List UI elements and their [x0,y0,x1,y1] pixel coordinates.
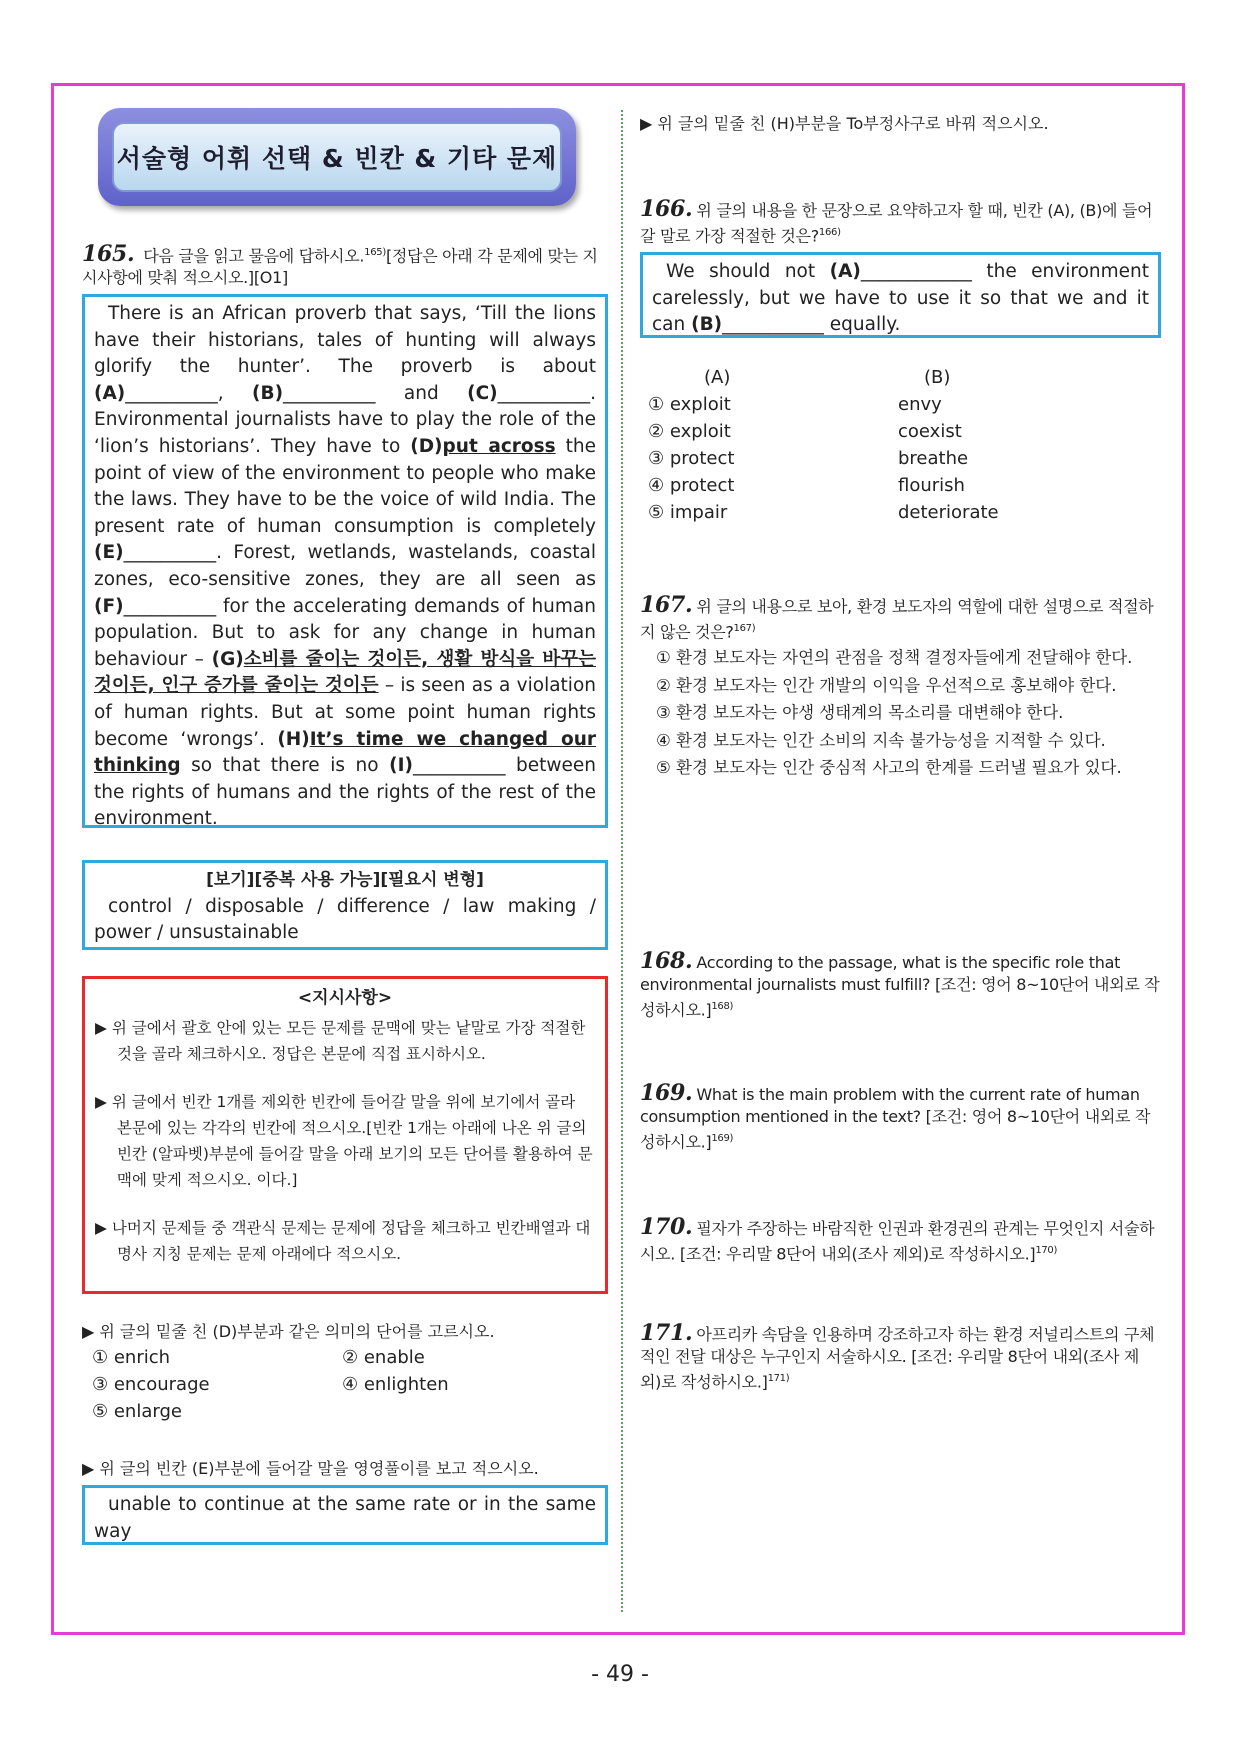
passage-text: – is seen as a violation of human rights. But at some point human rights become ‘wrongs’. [94,675,596,750]
instruction-item: ▶ 나머지 문제들 중 객관식 문제는 문제에 정답을 체크하고 빈칸배열과 대명사 지칭 문제는 문제 아래에다 적으시오. [95,1219,591,1263]
q170-number: 170. [640,1214,693,1240]
q169-number: 169. [640,1080,693,1106]
option-number: ② [648,421,665,442]
passage-comma: , [217,382,253,404]
underline-g-label: (G) [211,648,244,670]
option-encourage[interactable]: ③ encourage [92,1374,210,1395]
q168-text: According to the passage, what is the specific role that environmental journalists must fulfill? [조건: 영어 8~10단어 내외로 작성하시오.] [640,953,1160,1020]
sub-question-h-text: ▶ 위 글의 밑줄 친 (H)부분을 To부정사구로 바꿔 적으시오. [640,114,1049,133]
option-enlarge[interactable]: ⑤ enlarge [92,1401,182,1422]
sub-question-d [82,1320,608,1425]
passage-and: and [375,382,468,404]
option-a-value: protect [669,475,735,496]
summary-text: the environment carelessly, but we have to use it so that we and it can [652,261,1149,336]
q167-options [640,644,1160,782]
sub-question-d-text: ▶ 위 글의 밑줄 친 (D)부분과 같은 의미의 단어를 고르시오. [82,1322,495,1341]
sub-question-e-text: ▶ 위 글의 빈칸 (E)부분에 들어갈 말을 영영풀이를 보고 적으시오. [82,1459,539,1478]
q165-text: 다음 글을 읽고 물음에 답하시오. [143,246,365,266]
options-head-a: (A) [704,367,731,388]
q166-option-4[interactable] [640,472,1160,499]
q167-option-3[interactable]: ③ 환경 보도자는 야생 생태계의 목소리를 대변해야 한다. [656,703,1064,722]
q166-option-3[interactable] [640,445,1160,472]
q167-number: 167. [640,592,693,618]
q170-block [640,1216,1160,1265]
q171-footnote: 171) [767,1373,790,1384]
passage-text: between the rights of humans and the rights of the rest of the environment. [94,755,596,830]
q169-block [640,1082,1160,1153]
section-title-inner [112,122,562,192]
summary-box [640,252,1161,338]
page-number: - 49 - [591,1662,649,1687]
blank-e[interactable]: __________ [123,542,217,564]
summary-text: We should not [666,261,830,282]
blank-c-label: (C) [467,382,498,404]
q170-text: 필자가 주장하는 바람직한 인권과 환경권의 관계는 무엇인지 서술하시오. [조건: 우리말 8단어 내외(조사 제외)로 작성하시오.] [640,1219,1155,1264]
q166-number: 166. [640,196,693,222]
q167-header [640,594,1160,643]
blank-f-label: (F) [94,595,124,617]
option-number: ③ [648,448,665,469]
q166-text: 위 글의 내용을 한 문장으로 요약하고자 할 때, 빈칸 (A), (B)에 들어갈 말로 가장 적절한 것은? [640,201,1153,246]
q167-text: 위 글의 내용으로 보아, 환경 보도자의 역할에 대한 설명으로 적절하지 않은 것은? [640,597,1154,642]
underline-h-label: (H) [277,728,310,750]
option-a-value: exploit [669,394,731,415]
q169-text: What is the main problem with the current rate of human consumption mentioned in the text? [조건: 영어 8~10단어 내외로 작성하시오.] [640,1085,1151,1152]
summary-blank-a[interactable]: ____________ [860,261,972,282]
definition-box [82,1485,608,1545]
options-head-b: (B) [924,367,951,388]
q167-option-5[interactable]: ⑤ 환경 보도자는 인간 중심적 사고의 한계를 드러낼 필요가 있다. [656,758,1122,777]
instruction-item: ▶ 위 글에서 빈칸 1개를 제외한 빈칸에 들어갈 말을 위에 보기에서 골라 본문에 있는 각각의 빈칸에 적으시오.[빈칸 1개는 아래에 나온 위 글의 빈칸 (알파벳)부분에 들어갈 말을 아래 보기의 모든 단어를 활용하여 문맥에 맞게 적으시오. 이다.] [95,1093,593,1189]
q166-option-5[interactable] [640,499,1160,526]
blank-i[interactable]: __________ [412,755,506,777]
passage-text: for the accelerating demands of human population. But to ask for any change in human behaviour – [94,595,596,670]
q171-number: 171. [640,1320,693,1346]
passage-text: the point of view of the environment to people who make the laws. They have to be the voice of wild India. The present rate of human consumption is completely [94,435,596,537]
q167-option-4[interactable]: ④ 환경 보도자는 인간 소비의 지속 불가능성을 지적할 수 있다. [656,730,1106,750]
q166-option-1[interactable] [640,391,1160,418]
q166-options [640,364,1160,526]
q171-block [640,1322,1160,1393]
summary-blank-b-label: (B) [691,314,723,336]
q167-footnote: 167) [733,623,756,634]
sub-question-e [82,1457,608,1481]
blank-c[interactable]: __________ [497,382,591,404]
q167-option-1[interactable]: ① 환경 보도자는 자연의 관점을 정책 결정자들에게 전달해야 한다. [656,648,1133,667]
option-a-value: impair [669,502,728,523]
sub-question-h [640,112,1160,136]
instructions-title: <지시사항> [297,988,393,1008]
option-a-value: exploit [669,421,731,442]
underline-h: It’s time we changed our thinking [94,728,596,777]
option-number: ⑤ [648,502,665,523]
q168-footnote: 168) [711,1001,734,1012]
q165-footnote: 165) [364,247,386,258]
option-b-value: coexist [898,421,962,442]
section-title-badge [98,108,576,206]
blank-e-label: (E) [94,542,124,564]
q171-text: 아프리카 속담을 인용하며 강조하고자 하는 환경 저널리스트의 구체적인 전달 대상은 누구인지 서술하시오. [조건: 우리말 8단어 내외(조사 제외)로 작성하시오.] [640,1325,1155,1392]
blank-i-label: (I) [389,755,413,777]
q170-footnote: 170) [1035,1245,1058,1256]
bogi-title: [보기][중복 사용 가능][필요시 변형] [206,870,484,890]
option-b-value: flourish [898,475,965,496]
option-b-value: deteriorate [898,502,999,523]
summary-blank-b[interactable]: ___________ [722,314,824,336]
summary-text: equally. [823,314,901,336]
bogi-words: control / disposable / difference / law making / power / unsustainable [94,895,596,944]
option-b-value: breathe [898,448,969,469]
blank-b-label: (B) [252,382,284,404]
passage-text: . Forest, wetlands, wastelands, coastal zones, eco-sensitive zones, they are all seen as [94,542,596,590]
passage-text: so that there is no [180,755,390,777]
bogi-box [82,860,608,950]
section-title: 서술형 어휘 선택 & 빈칸 & 기타 문제 [116,144,558,173]
q165-number: 165. [82,241,135,268]
instruction-item: ▶ 위 글에서 괄호 안에 있는 모든 문제를 문맥에 맞는 낱말로 가장 적절한 것을 골라 체크하시오. 정답은 본문에 직접 표시하시오. [95,1019,586,1063]
q165-header [82,242,608,289]
column-divider [621,110,623,1612]
underline-d-label: (D) [410,435,443,457]
summary-blank-a-label: (A) [829,261,861,282]
option-number: ① [648,394,665,415]
q165-text2: [정답은 아래 각 문제에 맞는 지시사항에 맞춰 적으시오.][O1] [82,246,598,288]
q167-option-2[interactable]: ② 환경 보도자는 인간 개발의 이익을 우선적으로 홍보해야 한다. [656,675,1117,695]
blank-f[interactable]: __________ [123,595,217,617]
q169-footnote: 169) [711,1133,734,1144]
option-a-value: protect [669,448,735,469]
q168-block [640,950,1160,1021]
blank-b[interactable]: __________ [283,382,376,404]
option-enable[interactable]: ② enable [342,1347,425,1368]
option-enrich[interactable]: ① enrich [92,1347,171,1368]
q166-footnote: 166) [818,227,841,238]
option-b-value: envy [898,394,942,415]
q168-number: 168. [640,948,693,974]
option-number: ④ [648,475,665,496]
q166-header [640,198,1160,247]
option-enlighten[interactable]: ④ enlighten [342,1374,449,1395]
passage-box [82,294,608,828]
blank-a-label: (A) [94,382,126,404]
instructions-box [82,976,608,1294]
passage-text: There is an African proverb that says, ‘Till the lions have their historians, tales of hunting will always glorify the hunter’. The proverb is about [94,303,596,378]
underline-g: 소비를 줄이는 것이든, 생활 방식을 바꾸는 것이든, 인구 증가를 줄이는 것이든 [94,648,596,697]
q166-option-2[interactable] [640,418,1160,445]
underline-d: put across [442,435,556,457]
blank-a[interactable]: __________ [125,382,218,404]
passage-text: . Environmental journalists have to play the role of the ‘lion’s historians’. They have to [94,382,596,457]
definition-text: unable to continue at the same rate or in the same way [94,1494,596,1542]
